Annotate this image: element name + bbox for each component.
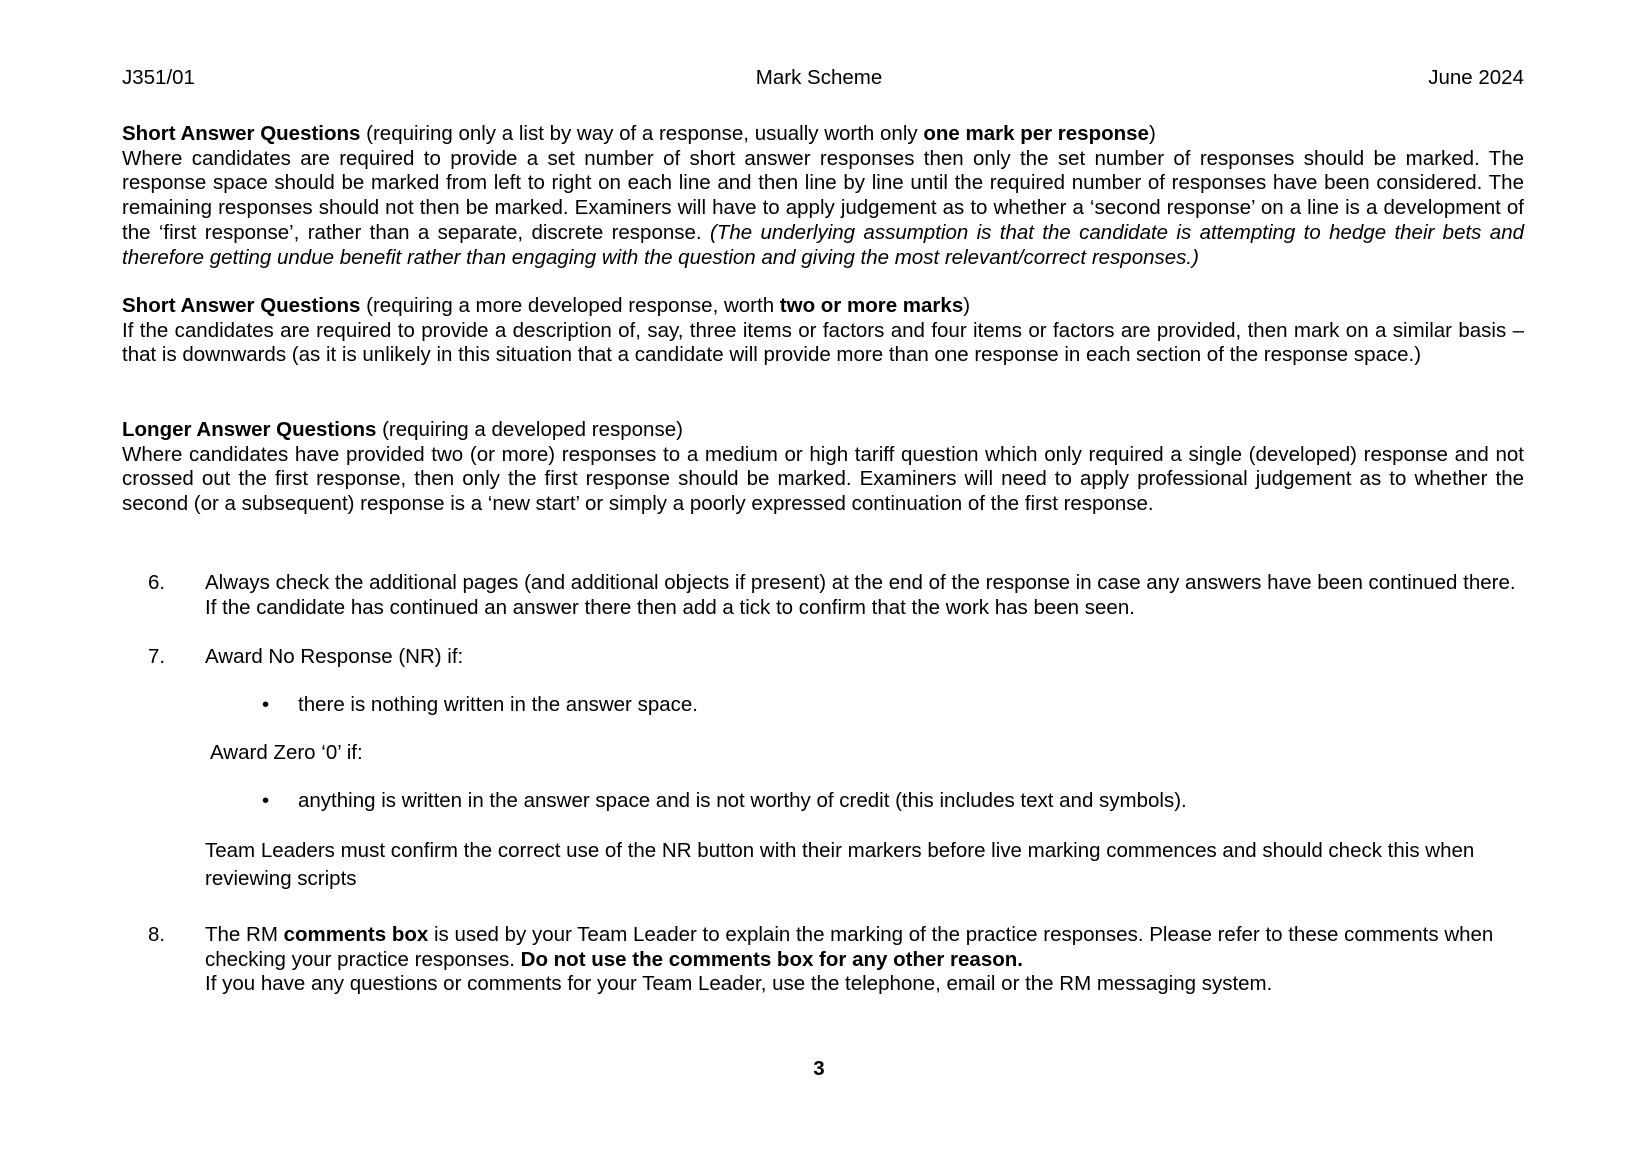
text: (requiring a developed response) xyxy=(376,418,683,441)
section-short-answer-list xyxy=(122,122,1524,270)
bullet-text: there is nothing written in the answer space. xyxy=(298,693,698,716)
header-date: June 2024 xyxy=(1428,66,1524,89)
text: comments box xyxy=(283,923,429,946)
item-7-text: Award No Response (NR) if: xyxy=(205,645,464,668)
item-number: 6. xyxy=(148,571,166,594)
text: two or more marks xyxy=(779,294,964,317)
team-leaders-text: Team Leaders must confirm the correct use of the NR button with their markers before live marking commences and should check this when reviewing scripts xyxy=(205,839,1475,890)
text: The RM xyxy=(205,923,284,946)
section-short-answer-developed xyxy=(122,294,1524,368)
text: ) xyxy=(963,294,971,317)
item-8-text xyxy=(205,923,1525,997)
award-zero-text: Award Zero ‘0’ if: xyxy=(210,741,363,764)
text: (requiring a more developed response, worth xyxy=(360,294,780,317)
header-code: J351/01 xyxy=(122,66,195,89)
paragraph: Where candidates are required to provide a set number of short answer responses then only the set number of responses should be marked. The response space should be marked from left to right on each line and then line by line until the required number of responses have been considered. The remaining responses should not then be marked. Examiners will have to apply judgement as to whether a ‘second response’ on a line is a development of the ‘first response’, rather than a separate, discrete response. xyxy=(122,146,1524,244)
page-number: 3 xyxy=(813,1057,825,1080)
bullet-icon: • xyxy=(262,789,270,812)
paragraph: Where candidates have provided two (or more) responses to a medium or high tariff question which only required a single (developed) response and not crossed out the first response, then only the first response should be marked. Examiners will need to apply professional judgement as to whether the second (or a subsequent) response is a ‘new start’ or simply a poorly expressed continuation of the first response. xyxy=(122,442,1524,516)
section-heading: Longer Answer Questions xyxy=(122,418,377,441)
bullet-text: anything is written in the answer space and is not worthy of credit (this includes text and symbols). xyxy=(298,789,1187,812)
section-heading: Short Answer Questions xyxy=(122,122,361,145)
item-number: 8. xyxy=(148,923,166,946)
text: Do not use the comments box for any other reason. xyxy=(520,947,1023,971)
paragraph: If the candidates are required to provide a description of, say, three items or factors and four items or factors are provided, then mark on a similar basis – that is downwards (as it is unlikely in this situation that a candidate will provide more than one response in each section of the response space.) xyxy=(122,318,1524,367)
text: (requiring only a list by way of a response, usually worth only xyxy=(360,122,924,145)
paragraph-italic: (The underlying assumption is that the candidate is attempting to hedge their bets and therefore getting undue benefit rather than engaging with the question and giving the most relevant/correct responses.) xyxy=(122,220,1524,269)
text: If you have any questions or comments for your Team Leader, use the telephone, email or the RM messaging system. xyxy=(205,972,1273,996)
bullet-icon: • xyxy=(262,693,270,716)
text: ) xyxy=(1148,122,1156,145)
header-title: Mark Scheme xyxy=(755,66,883,89)
text: one mark per response xyxy=(923,122,1149,145)
item-6-text: Always check the additional pages (and additional objects if present) at the end of the response in case any answers have been continued there. If the candidate has continued an answer there then add a tick to confirm that the work has been seen. xyxy=(205,571,1516,619)
text: is used by your Team Leader to explain the marking of the practice responses. Please refer to these comments when checking your practice responses. xyxy=(205,923,1494,971)
section-longer-answer xyxy=(122,418,1524,517)
item-number: 7. xyxy=(148,645,166,668)
section-heading: Short Answer Questions xyxy=(122,294,361,317)
